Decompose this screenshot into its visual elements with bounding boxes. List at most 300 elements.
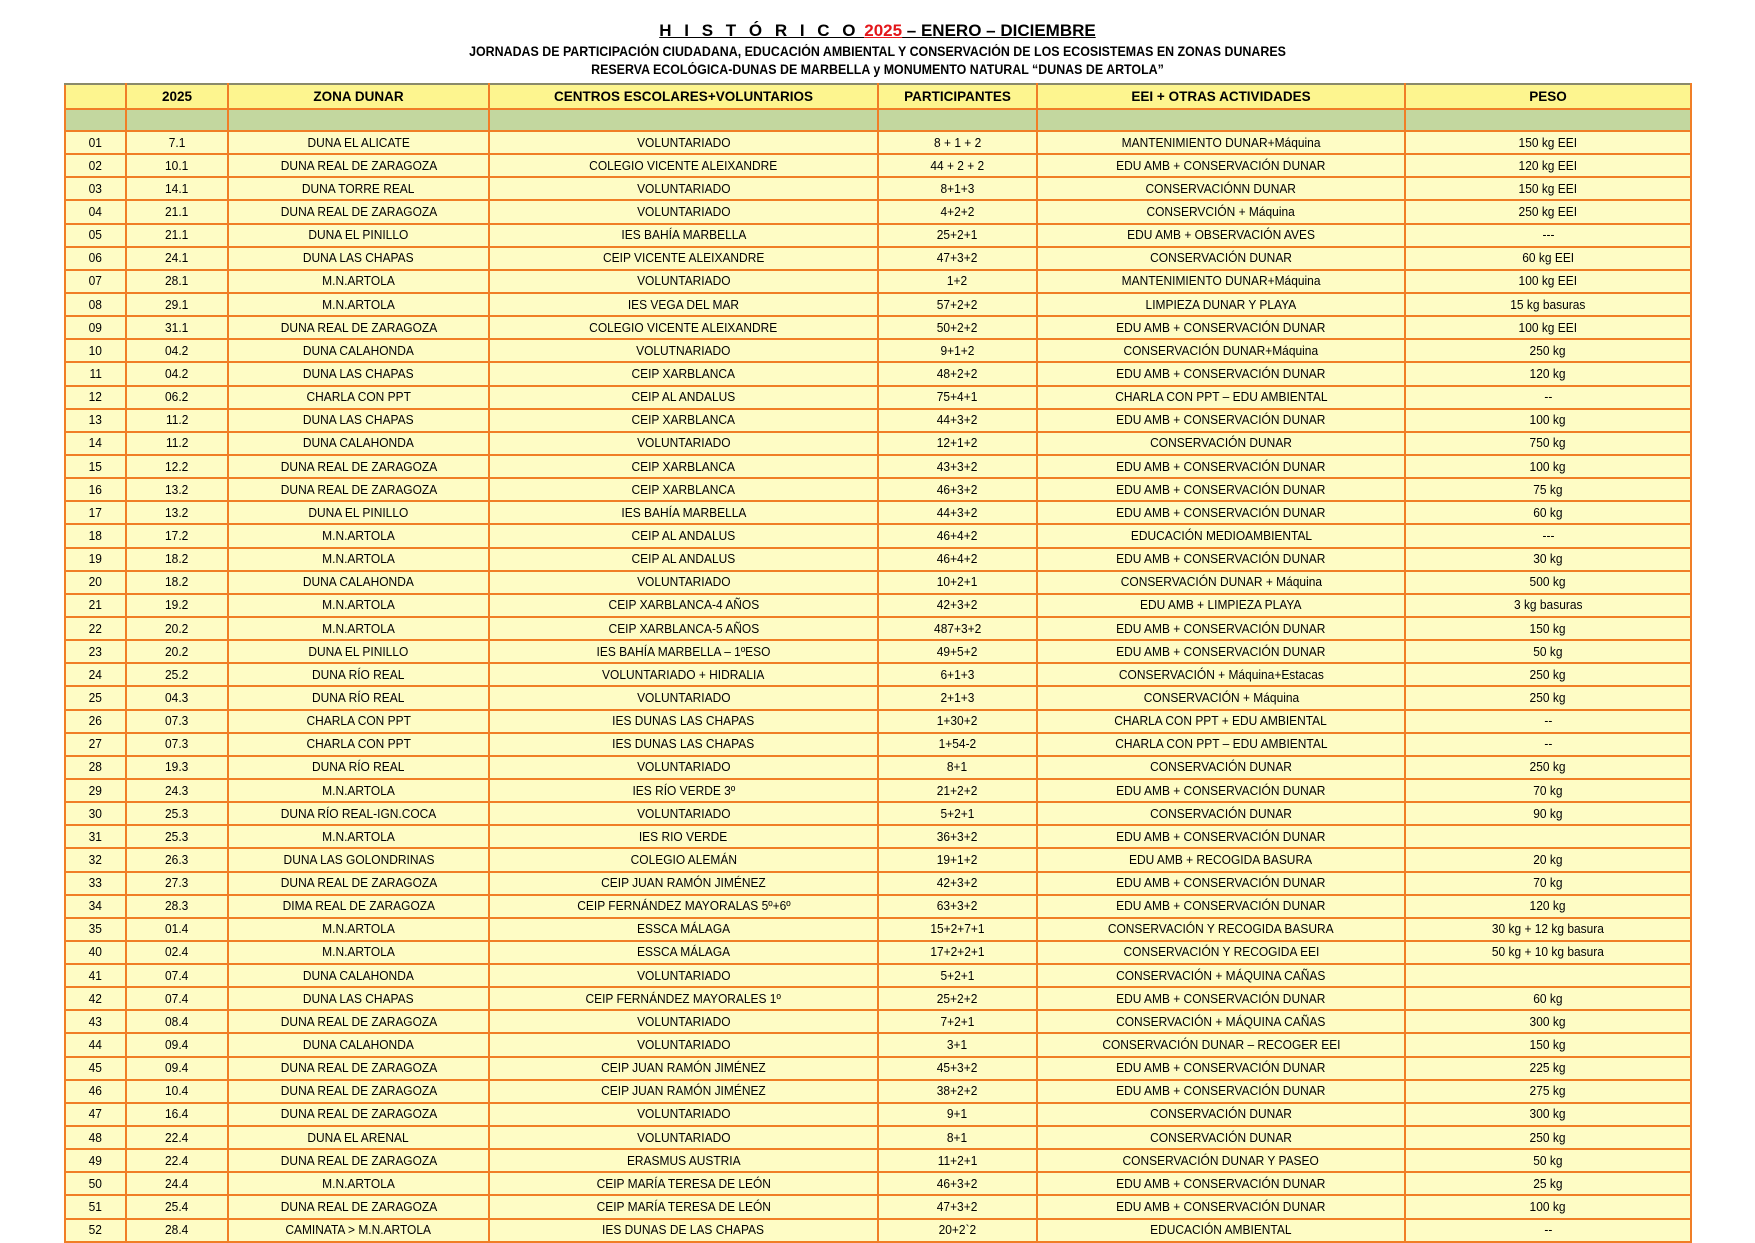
cell-text: 34 xyxy=(88,898,103,914)
cell-participantes xyxy=(878,1057,1037,1080)
cell-text: 13 xyxy=(88,412,103,428)
cell-participantes xyxy=(878,455,1037,478)
cell-text: DUNA REAL DE ZARAGOZA xyxy=(280,1060,437,1076)
cell-participantes xyxy=(878,1080,1037,1103)
cell-date xyxy=(126,987,228,1010)
table-row xyxy=(65,270,1691,293)
cell-text: VOLUNTARIADO xyxy=(636,180,731,196)
cell-text: 18.2 xyxy=(165,574,189,590)
cell-text: 120 kg xyxy=(1530,898,1566,914)
cell-peso xyxy=(1405,640,1691,663)
cell-text: -- xyxy=(1544,1222,1552,1238)
cell-date xyxy=(126,432,228,455)
cell-centro xyxy=(489,1126,878,1149)
cell-text: 44+3+2 xyxy=(937,412,978,428)
cell-text: ESSCA MÁLAGA xyxy=(636,921,731,937)
table-row xyxy=(65,1057,1691,1080)
cell-text: EDU AMB + CONSERVACIÓN DUNAR xyxy=(1116,365,1326,381)
column-header-row-number xyxy=(65,84,126,109)
cell-participantes xyxy=(878,362,1037,385)
cell-text: EDU AMB + CONSERVACIÓN DUNAR xyxy=(1116,643,1326,659)
cell-centro xyxy=(489,339,878,362)
cell-actividades xyxy=(1037,1033,1405,1056)
cell-text: 14.1 xyxy=(165,180,189,196)
cell-date xyxy=(126,1195,228,1218)
cell-centro xyxy=(489,1195,878,1218)
cell-centro xyxy=(489,247,878,270)
cell-date xyxy=(126,501,228,524)
band-cell xyxy=(126,109,228,131)
cell-text: 09 xyxy=(88,319,103,335)
cell-text: 120 kg xyxy=(1530,365,1566,381)
cell-row-number xyxy=(65,432,126,455)
cell-zona-dunar xyxy=(228,848,489,871)
cell-date xyxy=(126,131,228,154)
cell-text: CONSERVACIÓN DUNAR – RECOGER EEI xyxy=(1101,1037,1341,1053)
table-row xyxy=(65,848,1691,871)
cell-text: EDU AMB + CONSERVACIÓN DUNAR xyxy=(1116,828,1326,844)
cell-peso xyxy=(1405,779,1691,802)
cell-date xyxy=(126,362,228,385)
cell-text: EDU AMB + CONSERVACIÓN DUNAR xyxy=(1116,620,1326,636)
table-row xyxy=(65,409,1691,432)
cell-date xyxy=(126,1219,228,1242)
cell-participantes xyxy=(878,848,1037,871)
cell-text: 19.2 xyxy=(165,597,189,613)
cell-centro xyxy=(489,686,878,709)
cell-actividades xyxy=(1037,802,1405,825)
cell-row-number xyxy=(65,131,126,154)
cell-text: 43 xyxy=(88,1013,103,1029)
cell-text: CONSERVACIÓN DUNAR xyxy=(1150,1129,1292,1145)
cell-text: IES DUNAS LAS CHAPAS xyxy=(612,713,755,729)
cell-peso xyxy=(1405,1057,1691,1080)
cell-actividades xyxy=(1037,131,1405,154)
cell-peso xyxy=(1405,941,1691,964)
cell-row-number xyxy=(65,1080,126,1103)
cell-row-number xyxy=(65,339,126,362)
cell-text: 46+4+2 xyxy=(937,551,978,567)
cell-text: 04 xyxy=(88,203,103,219)
cell-text: 25.3 xyxy=(165,828,189,844)
cell-text: DUNA EL PINILLO xyxy=(308,504,409,520)
cell-text: 26 xyxy=(88,713,103,729)
cell-text: M.N.ARTOLA xyxy=(322,273,395,289)
cell-text: 60 kg xyxy=(1533,504,1563,520)
cell-text: M.N.ARTOLA xyxy=(322,1175,395,1191)
cell-text: IES BAHÍA MARBELLA – 1ºESO xyxy=(596,643,771,659)
column-header-participantes: PARTICIPANTES xyxy=(878,84,1037,109)
cell-text: IES VEGA DEL MAR xyxy=(627,296,740,312)
cell-text: 43+3+2 xyxy=(937,458,978,474)
cell-participantes xyxy=(878,825,1037,848)
cell-text: 50 kg xyxy=(1533,643,1563,659)
cell-actividades xyxy=(1037,663,1405,686)
cell-zona-dunar xyxy=(228,177,489,200)
table-row xyxy=(65,872,1691,895)
cell-actividades xyxy=(1037,1103,1405,1126)
cell-text: VOLUNTARIADO xyxy=(636,805,731,821)
cell-text: 40 xyxy=(88,944,103,960)
cell-text: 23 xyxy=(88,643,103,659)
cell-text: EDUCACIÓN AMBIENTAL xyxy=(1150,1222,1292,1238)
cell-centro xyxy=(489,316,878,339)
cell-row-number xyxy=(65,1057,126,1080)
cell-participantes xyxy=(878,131,1037,154)
cell-text: 3 kg basuras xyxy=(1513,597,1583,613)
cell-text: 22.4 xyxy=(165,1152,189,1168)
cell-zona-dunar xyxy=(228,733,489,756)
table-row xyxy=(65,895,1691,918)
cell-zona-dunar xyxy=(228,1126,489,1149)
cell-actividades xyxy=(1037,293,1405,316)
cell-zona-dunar xyxy=(228,1103,489,1126)
cell-peso xyxy=(1405,455,1691,478)
cell-peso xyxy=(1405,270,1691,293)
band-cell xyxy=(489,109,878,131)
table-row xyxy=(65,247,1691,270)
cell-centro xyxy=(489,756,878,779)
cell-text: 8+1 xyxy=(947,1129,968,1145)
cell-peso xyxy=(1405,1103,1691,1126)
band-cell xyxy=(878,109,1037,131)
cell-text: 300 kg xyxy=(1530,1013,1566,1029)
cell-participantes xyxy=(878,293,1037,316)
cell-text: 47+3+2 xyxy=(937,250,978,266)
cell-actividades xyxy=(1037,1149,1405,1172)
cell-row-number xyxy=(65,733,126,756)
title-year: 2025 xyxy=(864,21,903,40)
cell-peso xyxy=(1405,131,1691,154)
cell-text: 250 kg xyxy=(1530,689,1566,705)
cell-participantes xyxy=(878,918,1037,941)
cell-text: 07.3 xyxy=(165,736,189,752)
cell-text: DUNA CALAHONDA xyxy=(302,967,414,983)
cell-text: EDU AMB + CONSERVACIÓN DUNAR xyxy=(1116,412,1326,428)
cell-text: DUNA REAL DE ZARAGOZA xyxy=(280,157,437,173)
cell-date xyxy=(126,293,228,316)
cell-peso xyxy=(1405,1219,1691,1242)
cell-peso xyxy=(1405,247,1691,270)
cell-participantes xyxy=(878,1195,1037,1218)
cell-zona-dunar xyxy=(228,386,489,409)
cell-date xyxy=(126,270,228,293)
cell-text: 07.4 xyxy=(165,990,189,1006)
cell-actividades xyxy=(1037,1126,1405,1149)
cell-text: DUNA LAS CHAPAS xyxy=(303,365,414,381)
cell-peso xyxy=(1405,386,1691,409)
cell-centro xyxy=(489,1010,878,1033)
cell-row-number xyxy=(65,362,126,385)
cell-text: 24 xyxy=(88,666,103,682)
cell-text: CEIP FERNÁNDEZ MAYORALES 1º xyxy=(585,990,782,1006)
cell-centro xyxy=(489,872,878,895)
table-row xyxy=(65,362,1691,385)
cell-text: EDU AMB + CONSERVACIÓN DUNAR xyxy=(1116,157,1326,173)
cell-text: 57+2+2 xyxy=(937,296,978,312)
cell-date xyxy=(126,1010,228,1033)
cell-text: DUNA EL PINILLO xyxy=(308,643,409,659)
cell-text: CEIP XARBLANCA-5 AÑOS xyxy=(608,620,759,636)
cell-text: 13.2 xyxy=(165,504,189,520)
cell-text: DUNA REAL DE ZARAGOZA xyxy=(280,875,437,891)
cell-text: 150 kg EEI xyxy=(1518,134,1578,150)
cell-text: 28 xyxy=(88,759,103,775)
cell-text: DUNA CALAHONDA xyxy=(302,435,414,451)
cell-actividades xyxy=(1037,918,1405,941)
cell-zona-dunar xyxy=(228,594,489,617)
cell-actividades xyxy=(1037,825,1405,848)
cell-actividades xyxy=(1037,1057,1405,1080)
header-row xyxy=(65,84,1691,109)
cell-text: CEIP MARÍA TERESA DE LEÓN xyxy=(596,1175,771,1191)
cell-text: 10.4 xyxy=(165,1083,189,1099)
cell-text: 100 kg xyxy=(1530,1199,1566,1215)
cell-text: 9+1+2 xyxy=(940,342,975,358)
cell-text: 02 xyxy=(88,157,103,173)
cell-text: DUNA RÍO REAL xyxy=(312,666,405,682)
table-row xyxy=(65,293,1691,316)
cell-text: DUNA RÍO REAL xyxy=(312,759,405,775)
cell-text: 250 kg xyxy=(1530,759,1566,775)
cell-actividades xyxy=(1037,548,1405,571)
cell-text: 75+4+1 xyxy=(937,389,978,405)
cell-participantes xyxy=(878,1219,1037,1242)
cell-centro xyxy=(489,594,878,617)
cell-text: 50 kg + 10 kg basura xyxy=(1491,944,1605,960)
cell-peso xyxy=(1405,825,1691,848)
cell-peso xyxy=(1405,617,1691,640)
cell-text: CEIP JUAN RAMÓN JIMÉNEZ xyxy=(601,1083,766,1099)
cell-text: 750 kg xyxy=(1530,435,1566,451)
cell-text: CONSERVACIÓN DUNAR xyxy=(1150,1106,1292,1122)
table-row xyxy=(65,779,1691,802)
cell-text: 12+1+2 xyxy=(937,435,978,451)
cell-date xyxy=(126,1172,228,1195)
cell-actividades xyxy=(1037,501,1405,524)
cell-text: EDU AMB + CONSERVACIÓN DUNAR xyxy=(1116,481,1326,497)
cell-date xyxy=(126,1033,228,1056)
cell-text: 17 xyxy=(88,504,103,520)
cell-zona-dunar xyxy=(228,779,489,802)
table-row xyxy=(65,617,1691,640)
cell-text: 25+2+1 xyxy=(937,227,978,243)
cell-text: 42 xyxy=(88,990,103,1006)
cell-text: VOLUNTARIADO xyxy=(636,967,731,983)
cell-centro xyxy=(489,941,878,964)
cell-text: CEIP JUAN RAMÓN JIMÉNEZ xyxy=(601,1060,766,1076)
table-row xyxy=(65,339,1691,362)
cell-text: DUNA CALAHONDA xyxy=(302,574,414,590)
cell-text: 04.3 xyxy=(165,689,189,705)
cell-centro xyxy=(489,200,878,223)
cell-text: 15 xyxy=(88,458,103,474)
cell-peso xyxy=(1405,663,1691,686)
cell-text: 09.4 xyxy=(165,1037,189,1053)
cell-text: EDU AMB + RECOGIDA BASURA xyxy=(1129,851,1313,867)
cell-text: 10 xyxy=(88,342,103,358)
cell-date xyxy=(126,1126,228,1149)
title-suffix: – ENERO – DICIEMBRE xyxy=(902,21,1096,40)
cell-peso xyxy=(1405,524,1691,547)
cell-text: 100 kg EEI xyxy=(1518,319,1578,335)
cell-text: VOLUNTARIADO xyxy=(636,1106,731,1122)
cell-peso xyxy=(1405,224,1691,247)
cell-text: CEIP AL ANDALUS xyxy=(631,551,736,567)
cell-date xyxy=(126,964,228,987)
cell-date xyxy=(126,386,228,409)
cell-centro xyxy=(489,918,878,941)
cell-participantes xyxy=(878,501,1037,524)
cell-text: DUNA EL ARENAL xyxy=(307,1129,410,1145)
cell-text: 8+1+3 xyxy=(940,180,975,196)
table-row xyxy=(65,386,1691,409)
cell-date xyxy=(126,686,228,709)
table-row xyxy=(65,432,1691,455)
cell-date xyxy=(126,640,228,663)
cell-text: CONSERVACIÓN + Máquina xyxy=(1143,689,1299,705)
cell-date xyxy=(126,339,228,362)
cell-text: 17+2+2+1 xyxy=(930,944,985,960)
cell-centro xyxy=(489,293,878,316)
cell-date xyxy=(126,455,228,478)
cell-text: M.N.ARTOLA xyxy=(322,551,395,567)
cell-text: EDU AMB + CONSERVACIÓN DUNAR xyxy=(1116,319,1326,335)
cell-text: DUNA TORRE REAL xyxy=(302,180,415,196)
cell-text: CAMINATA > M.N.ARTOLA xyxy=(285,1222,432,1238)
cell-participantes xyxy=(878,941,1037,964)
cell-text: M.N.ARTOLA xyxy=(322,620,395,636)
cell-text: 07 xyxy=(88,273,103,289)
cell-centro xyxy=(489,432,878,455)
cell-peso xyxy=(1405,987,1691,1010)
cell-text: 32 xyxy=(88,851,103,867)
cell-participantes xyxy=(878,756,1037,779)
cell-peso xyxy=(1405,710,1691,733)
cell-date xyxy=(126,316,228,339)
table-row xyxy=(65,686,1691,709)
cell-text: 02.4 xyxy=(165,944,189,960)
cell-text: CONSERVACIÓN DUNAR Y PASEO xyxy=(1122,1152,1320,1168)
cell-date xyxy=(126,802,228,825)
cell-text: 19+1+2 xyxy=(937,851,978,867)
cell-date xyxy=(126,1149,228,1172)
table-row xyxy=(65,663,1691,686)
cell-text: 28.1 xyxy=(165,273,189,289)
cell-text: 20 xyxy=(88,574,103,590)
cell-text: DIMA REAL DE ZARAGOZA xyxy=(282,898,435,914)
cell-text: M.N.ARTOLA xyxy=(322,527,395,543)
cell-text: 25.2 xyxy=(165,666,189,682)
cell-participantes xyxy=(878,1149,1037,1172)
cell-text: 7+2+1 xyxy=(940,1013,975,1029)
cell-participantes xyxy=(878,386,1037,409)
cell-text: VOLUNTARIADO + HIDRALIA xyxy=(602,666,765,682)
cell-text: M.N.ARTOLA xyxy=(322,296,395,312)
cell-text: 10.1 xyxy=(165,157,189,173)
cell-peso xyxy=(1405,177,1691,200)
cell-text: EDU AMB + CONSERVACIÓN DUNAR xyxy=(1116,1060,1326,1076)
cell-row-number xyxy=(65,200,126,223)
cell-participantes xyxy=(878,663,1037,686)
table-row xyxy=(65,825,1691,848)
cell-actividades xyxy=(1037,987,1405,1010)
cell-text: 45+3+2 xyxy=(937,1060,978,1076)
cell-text: 46+4+2 xyxy=(937,527,978,543)
cell-text: 2+1+3 xyxy=(940,689,975,705)
cell-row-number xyxy=(65,987,126,1010)
cell-text: VOLUNTARIADO xyxy=(636,134,731,150)
cell-actividades xyxy=(1037,524,1405,547)
cell-date xyxy=(126,710,228,733)
cell-peso xyxy=(1405,501,1691,524)
cell-text: DUNA EL ALICATE xyxy=(307,134,410,150)
cell-text: 120 kg EEI xyxy=(1518,157,1578,173)
cell-centro xyxy=(489,1172,878,1195)
cell-row-number xyxy=(65,779,126,802)
cell-peso xyxy=(1405,594,1691,617)
cell-text: 250 kg xyxy=(1530,342,1566,358)
cell-zona-dunar xyxy=(228,1195,489,1218)
table-row xyxy=(65,154,1691,177)
cell-text: CONSERVCIÓN + Máquina xyxy=(1146,203,1296,219)
cell-peso xyxy=(1405,316,1691,339)
cell-text: 7.1 xyxy=(168,134,186,150)
cell-text: 60 kg xyxy=(1533,990,1563,1006)
cell-text: DUNA REAL DE ZARAGOZA xyxy=(280,1106,437,1122)
table-row xyxy=(65,964,1691,987)
cell-text: 36+3+2 xyxy=(937,828,978,844)
cell-text: 25+2+2 xyxy=(937,990,978,1006)
cell-actividades xyxy=(1037,1080,1405,1103)
cell-date xyxy=(126,177,228,200)
table-row xyxy=(65,640,1691,663)
cell-participantes xyxy=(878,432,1037,455)
cell-centro xyxy=(489,1149,878,1172)
cell-row-number xyxy=(65,293,126,316)
cell-actividades xyxy=(1037,1195,1405,1218)
cell-row-number xyxy=(65,756,126,779)
cell-date xyxy=(126,478,228,501)
cell-text: DUNA CALAHONDA xyxy=(302,342,414,358)
cell-participantes xyxy=(878,640,1037,663)
table-row xyxy=(65,710,1691,733)
cell-participantes xyxy=(878,270,1037,293)
cell-text: 29.1 xyxy=(165,296,189,312)
cell-centro xyxy=(489,362,878,385)
cell-text: CEIP JUAN RAMÓN JIMÉNEZ xyxy=(601,875,766,891)
cell-text: ERASMUS AUSTRIA xyxy=(626,1152,741,1168)
table-row xyxy=(65,571,1691,594)
cell-row-number xyxy=(65,686,126,709)
cell-text: IES BAHÍA MARBELLA xyxy=(621,504,746,520)
cell-text: 11.2 xyxy=(165,412,189,428)
cell-text: -- xyxy=(1544,389,1552,405)
table-row xyxy=(65,1149,1691,1172)
cell-text: 44 xyxy=(88,1037,103,1053)
cell-row-number xyxy=(65,848,126,871)
cell-participantes xyxy=(878,1172,1037,1195)
cell-row-number xyxy=(65,316,126,339)
cell-zona-dunar xyxy=(228,1219,489,1242)
cell-row-number xyxy=(65,1033,126,1056)
cell-participantes xyxy=(878,478,1037,501)
cell-centro xyxy=(489,1219,878,1242)
cell-peso xyxy=(1405,1080,1691,1103)
cell-text: 41 xyxy=(88,967,103,983)
cell-row-number xyxy=(65,455,126,478)
cell-text: CHARLA CON PPT xyxy=(306,389,411,405)
